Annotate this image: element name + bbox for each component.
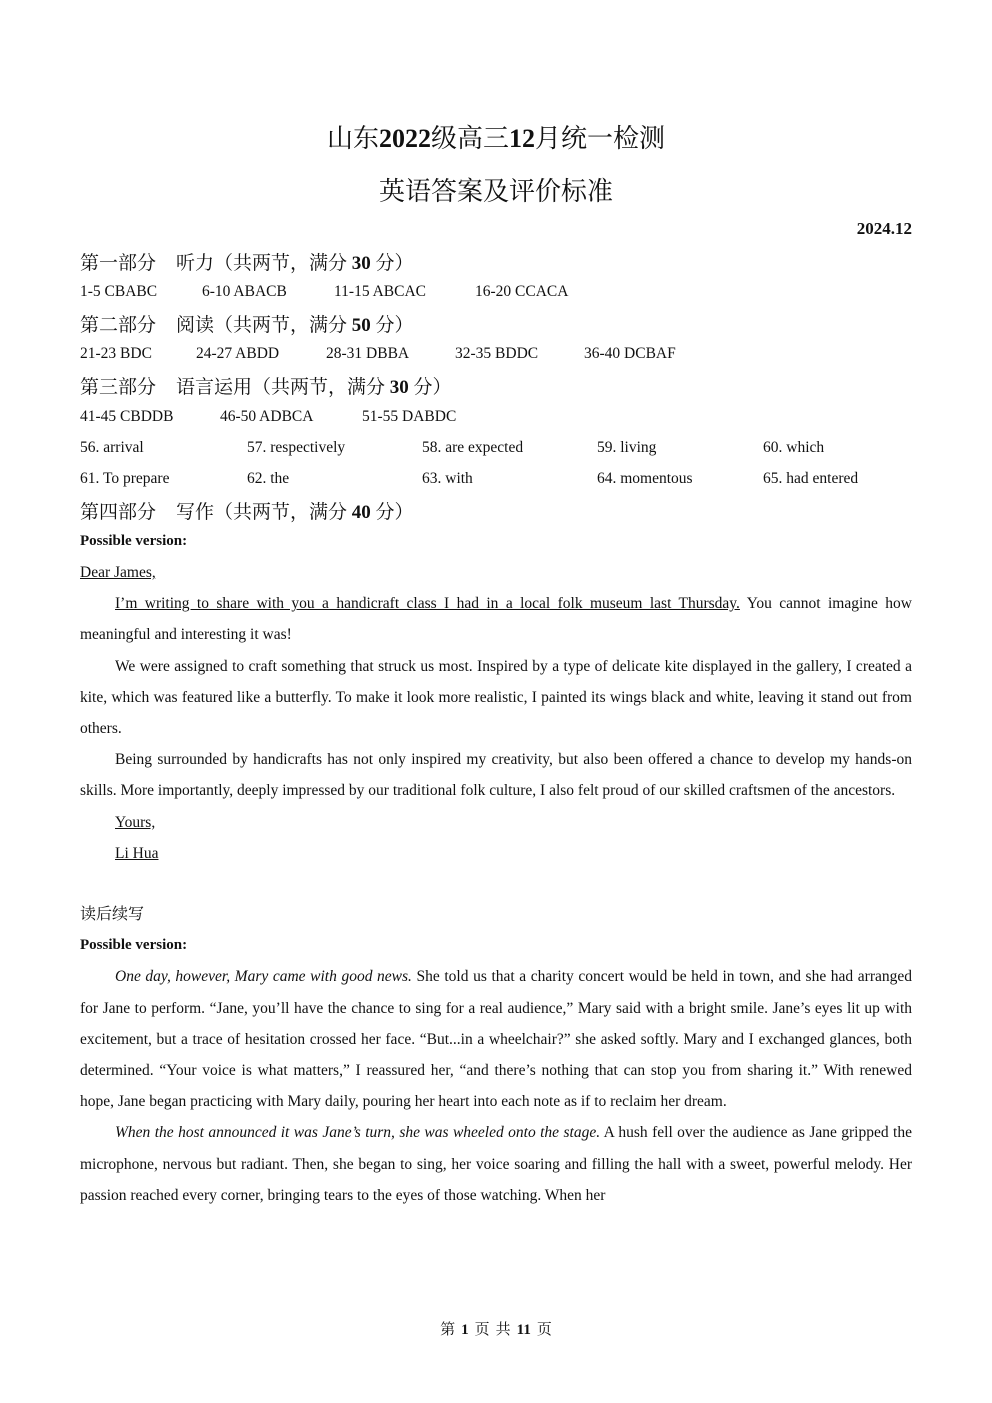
section-desc: 分） bbox=[375, 315, 414, 336]
section-desc: 分） bbox=[375, 502, 414, 523]
section-name: 第一部分 bbox=[80, 253, 157, 274]
letter-greeting: Dear James, bbox=[80, 564, 156, 581]
section-name: 第四部分 bbox=[80, 502, 157, 523]
answer-item: 60. which bbox=[763, 439, 825, 456]
answer-item: 64. momentous bbox=[597, 470, 693, 487]
section-desc: 语言运用（共两节，满分 bbox=[176, 377, 386, 398]
answer-group: 41-45 CBDDB bbox=[80, 408, 174, 425]
answer-group: 11-15 ABCAC bbox=[334, 283, 427, 300]
answer-group: 36-40 DCBAF bbox=[584, 345, 676, 362]
section-desc: 分） bbox=[375, 253, 414, 274]
answer-item: 63. with bbox=[422, 470, 473, 487]
section-desc: 分） bbox=[413, 377, 452, 398]
title-month: 12 bbox=[509, 124, 535, 153]
footer-text: 第 bbox=[440, 1322, 456, 1338]
section-heading-reading bbox=[80, 310, 414, 337]
story-paragraph bbox=[80, 1117, 912, 1211]
answer-item: 58. are expected bbox=[422, 439, 524, 456]
title-text-part: 山东 bbox=[326, 124, 379, 153]
page-total: 11 bbox=[516, 1322, 531, 1338]
story-opening-sentence: When the host announced it was Jane’s turn, she was wheeled onto the stage. bbox=[115, 1124, 601, 1142]
title-text-part: 级高三 bbox=[430, 124, 509, 153]
section-heading-writing bbox=[80, 497, 414, 524]
section-score: 50 bbox=[351, 315, 371, 336]
page-subtitle: 英语答案及评价标准 bbox=[378, 177, 613, 206]
answer-group: 21-23 BDC bbox=[80, 345, 152, 362]
letter-paragraph: Being surrounded by handicrafts has not only inspired my creativity, but also been offered a chance to develop my hands-on skills. More importantly, deeply impressed by our traditional folk culture, I also felt proud of our skilled craftsmen of the ancestors. bbox=[80, 751, 912, 800]
section-desc: 阅读（共两节，满分 bbox=[176, 315, 348, 336]
section-heading-language bbox=[80, 372, 452, 399]
story-text: A hush fell over the audience as Jane gripped the microphone, nervous but radiant. Then, she began to sing, her voice soaring and filling the hall with a sweet, powerful melody. Her passion reached every corner, bringing tears to the eyes of those watching. When her bbox=[80, 1124, 912, 1204]
answer-group: 32-35 BDDC bbox=[455, 345, 539, 362]
answer-group: 46-50 ADBCA bbox=[220, 408, 314, 425]
footer-text: 页 bbox=[536, 1322, 552, 1338]
answer-item: 61. To prepare bbox=[80, 470, 170, 487]
section-name: 第三部分 bbox=[80, 377, 157, 398]
answer-item: 57. respectively bbox=[247, 439, 346, 456]
answer-item: 59. living bbox=[597, 439, 657, 456]
document-date: 2024.12 bbox=[856, 219, 912, 238]
answer-group: 6-10 ABACB bbox=[202, 283, 287, 300]
section-name: 第二部分 bbox=[80, 315, 157, 336]
possible-version-label: Possible version: bbox=[80, 937, 188, 954]
answer-group: 28-31 DBBA bbox=[326, 345, 410, 362]
title-year: 2022 bbox=[378, 124, 431, 153]
answer-item: 65. had entered bbox=[763, 470, 859, 487]
letter-paragraph bbox=[80, 588, 912, 650]
answer-item: 56. arrival bbox=[80, 439, 144, 456]
page-footer bbox=[0, 1318, 992, 1339]
continuation-heading: 读后续写 bbox=[80, 906, 145, 923]
page-number: 1 bbox=[461, 1322, 469, 1338]
footer-text: 共 bbox=[495, 1322, 511, 1338]
answer-group: 24-27 ABDD bbox=[196, 345, 280, 362]
answer-group: 16-20 CCACA bbox=[475, 283, 569, 300]
letter-topic-sentence: I’m writing to share with you a handicraft class I had in a local folk museum last Thursday. bbox=[115, 595, 740, 613]
section-score: 30 bbox=[389, 377, 409, 398]
letter-paragraph: We were assigned to craft something that struck us most. Inspired by a type of delicate kite displayed in the gallery, I created a kite, which was featured like a butterfly. To make it look more realistic, I painted its wings black and white, leaving it stand out from others. bbox=[80, 657, 912, 738]
letter-signature: Li Hua bbox=[115, 844, 159, 862]
story-opening-sentence: One day, however, Mary came with good news. bbox=[115, 968, 412, 986]
story-text: She told us that a charity concert would be held in town, and she had arranged for Jane to perform. “Jane, you’ll have the chance to sing for a real audience,” Mary said with a bright smile. Jane’s eyes lit up with excitement, but a trace of hesitation crossed her face. “But...in a wheelchair?” she asked softly. Mary and I exchanged glances, both determined. “Your voice is what matters,” I reassured her, “and there’s nothing that can stop you from sharing it.” With renewed hope, Jane began practicing with Mary daily, pouring her heart into each note as if to reclaim her dream. bbox=[80, 968, 912, 1111]
story-paragraph bbox=[80, 961, 912, 1117]
continuation-section bbox=[80, 899, 912, 1211]
section-score: 40 bbox=[351, 502, 371, 523]
page-title bbox=[0, 118, 992, 155]
letter-text: You cannot imagine how meaningful and interesting it was! bbox=[80, 595, 912, 644]
letter-closing: Yours, bbox=[115, 813, 156, 831]
footer-text: 页 bbox=[474, 1322, 490, 1338]
section-desc: 写作（共两节，满分 bbox=[176, 502, 348, 523]
answer-item: 62. the bbox=[247, 470, 290, 487]
title-text-part: 月统一检测 bbox=[535, 124, 666, 153]
answer-group: 1-5 CBABC bbox=[80, 283, 158, 300]
answer-group: 51-55 DABDC bbox=[362, 408, 457, 425]
section-score: 30 bbox=[351, 253, 371, 274]
section-heading-listening bbox=[80, 248, 414, 275]
letter-body bbox=[80, 557, 912, 869]
possible-version-label: Possible version: bbox=[80, 533, 188, 549]
section-desc: 听力（共两节，满分 bbox=[176, 253, 348, 274]
